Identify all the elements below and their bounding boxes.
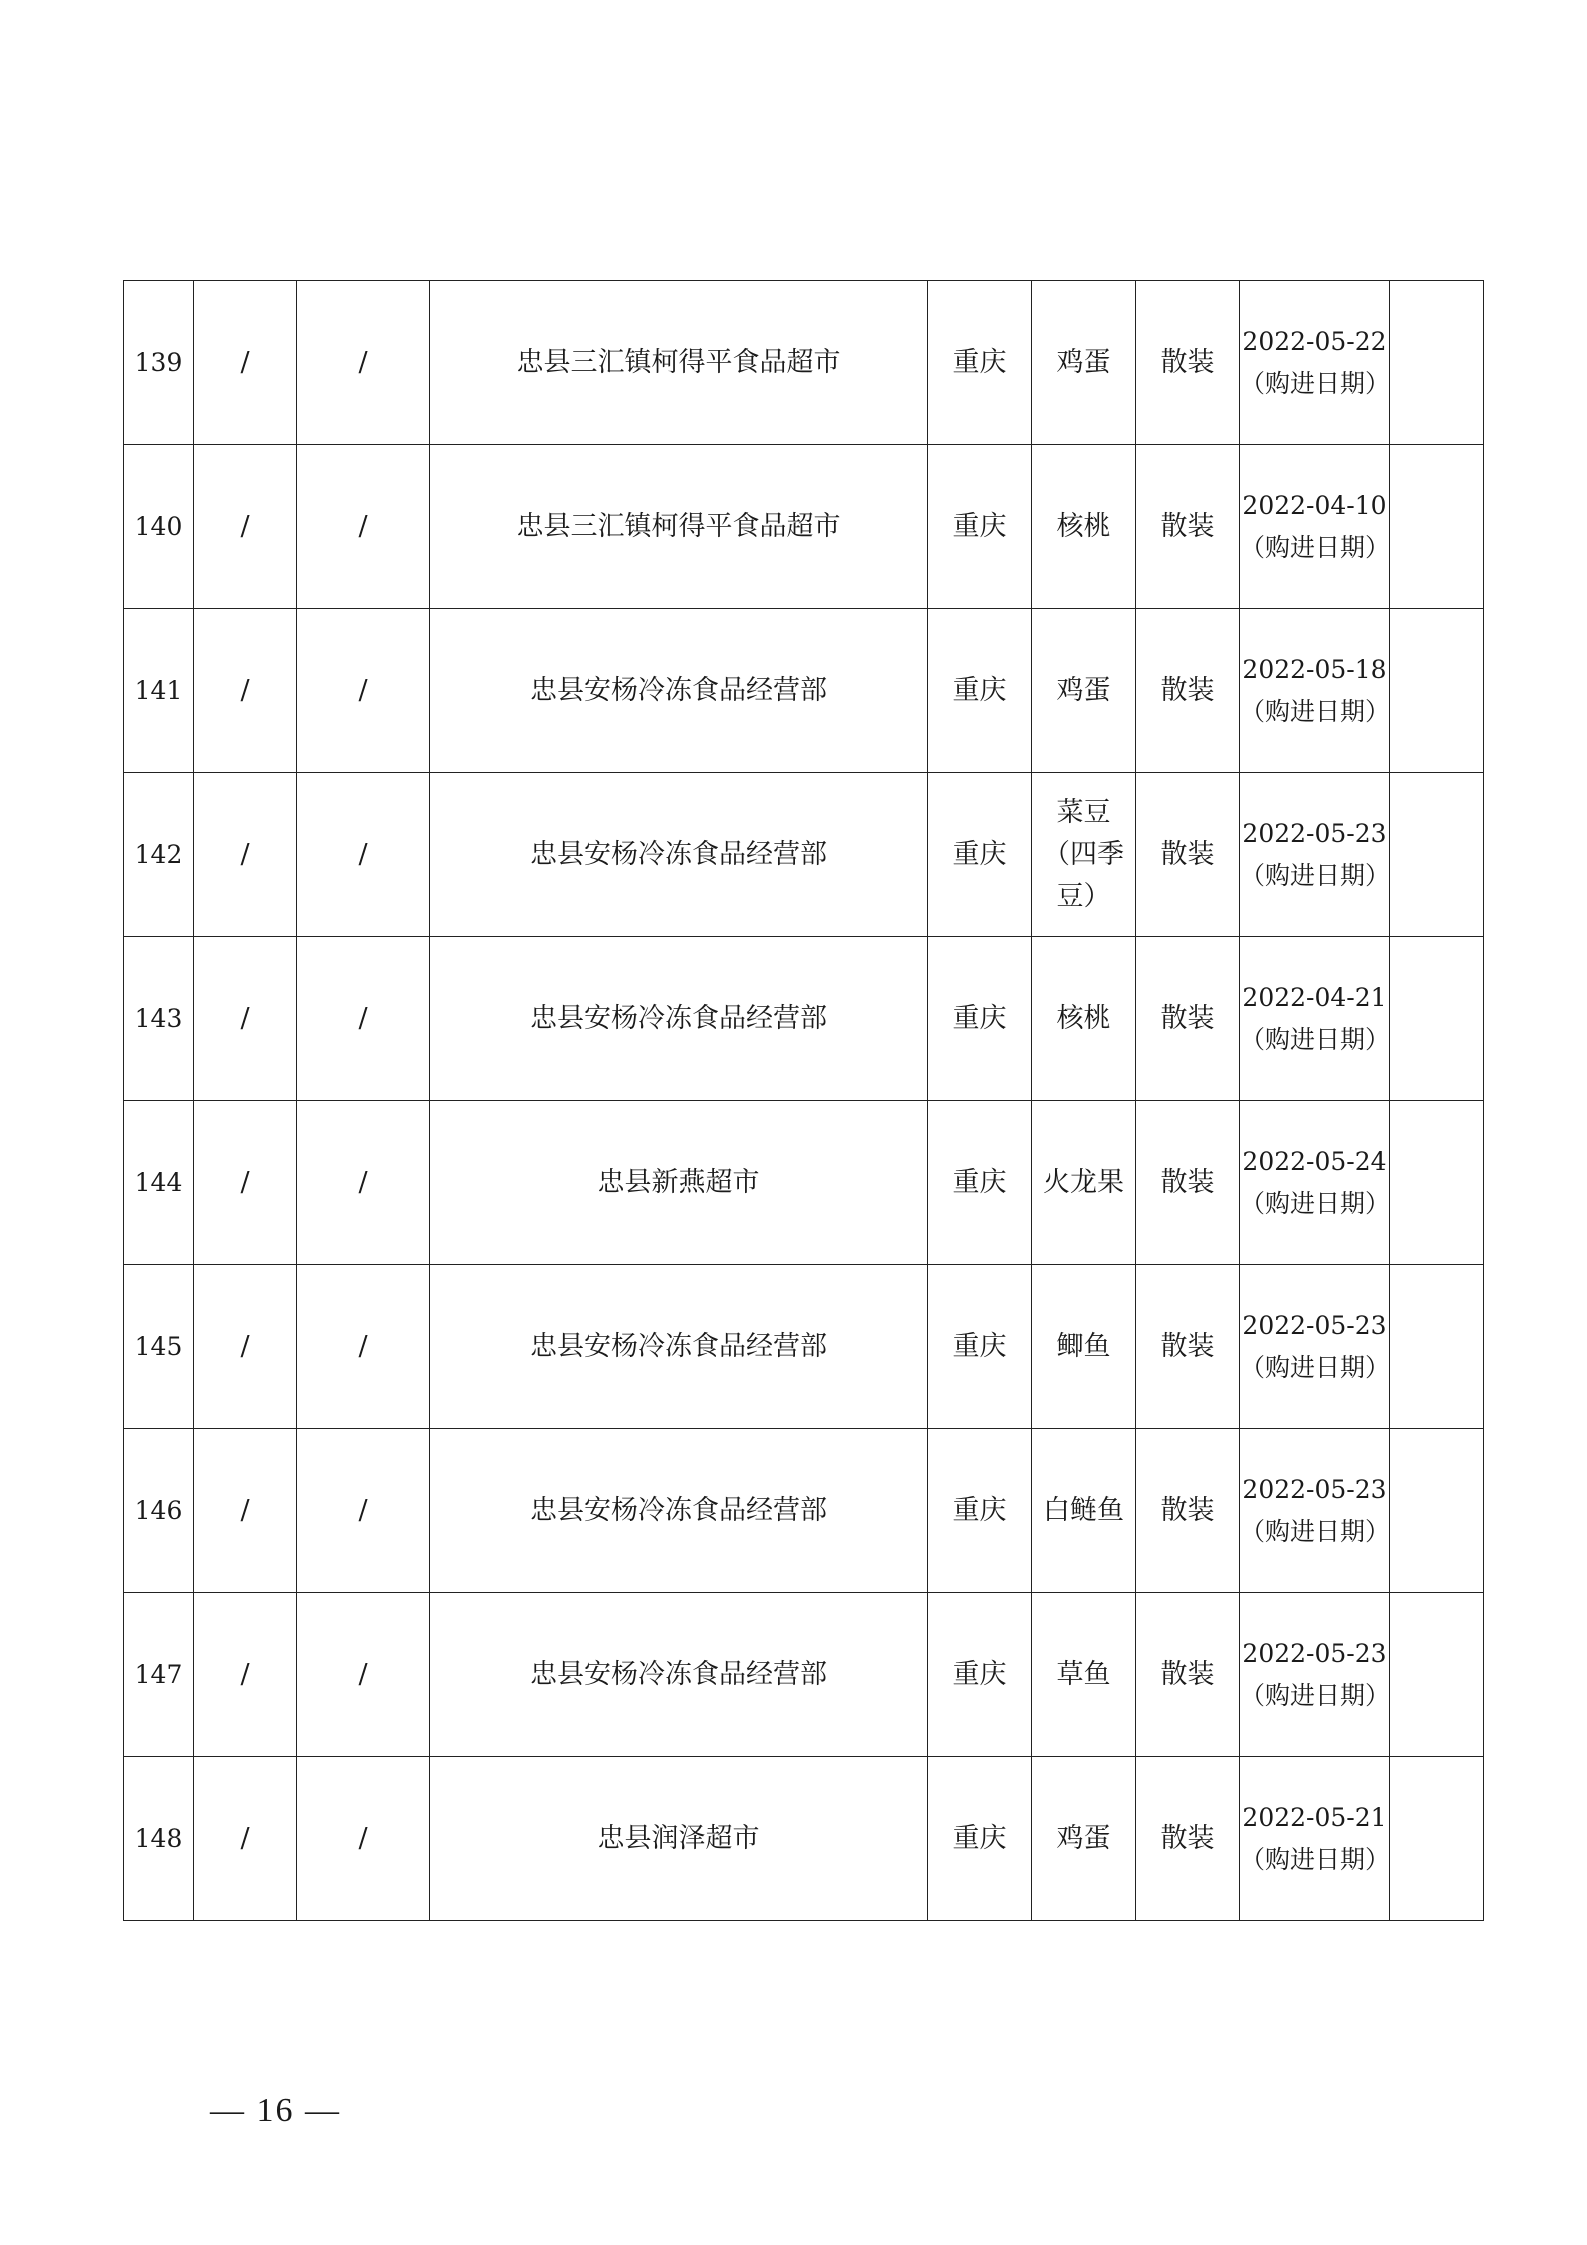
cell-column-2: / bbox=[194, 609, 297, 773]
sampling-table-container bbox=[123, 280, 1483, 1921]
cell-serial-number: 144 bbox=[124, 1101, 194, 1265]
cell-region: 重庆 bbox=[928, 937, 1032, 1101]
table-row bbox=[124, 1593, 1484, 1757]
cell-date: 2022-05-18（购进日期） bbox=[1240, 609, 1390, 773]
sampling-table bbox=[123, 280, 1484, 1921]
cell-store-name: 忠县安杨冷冻食品经营部 bbox=[430, 937, 928, 1101]
cell-packaging: 散装 bbox=[1136, 773, 1240, 937]
cell-store-name: 忠县安杨冷冻食品经营部 bbox=[430, 1593, 928, 1757]
cell-packaging: 散装 bbox=[1136, 609, 1240, 773]
cell-packaging: 散装 bbox=[1136, 1429, 1240, 1593]
table-row bbox=[124, 1101, 1484, 1265]
cell-packaging: 散装 bbox=[1136, 445, 1240, 609]
cell-product: 核桃 bbox=[1032, 937, 1136, 1101]
cell-column-2: / bbox=[194, 445, 297, 609]
cell-column-2: / bbox=[194, 1593, 297, 1757]
cell-remarks bbox=[1390, 1593, 1484, 1757]
cell-region: 重庆 bbox=[928, 1429, 1032, 1593]
cell-column-3: / bbox=[297, 1593, 430, 1757]
table-row bbox=[124, 281, 1484, 445]
cell-date: 2022-05-23（购进日期） bbox=[1240, 1265, 1390, 1429]
cell-column-2: / bbox=[194, 937, 297, 1101]
cell-remarks bbox=[1390, 773, 1484, 937]
cell-date: 2022-05-23（购进日期） bbox=[1240, 1593, 1390, 1757]
cell-date: 2022-05-23（购进日期） bbox=[1240, 773, 1390, 937]
cell-serial-number: 148 bbox=[124, 1757, 194, 1921]
cell-serial-number: 140 bbox=[124, 445, 194, 609]
cell-column-2: / bbox=[194, 1265, 297, 1429]
cell-serial-number: 142 bbox=[124, 773, 194, 937]
table-row bbox=[124, 609, 1484, 773]
cell-serial-number: 147 bbox=[124, 1593, 194, 1757]
cell-remarks bbox=[1390, 445, 1484, 609]
cell-packaging: 散装 bbox=[1136, 937, 1240, 1101]
cell-remarks bbox=[1390, 1101, 1484, 1265]
cell-remarks bbox=[1390, 281, 1484, 445]
cell-date: 2022-05-22（购进日期） bbox=[1240, 281, 1390, 445]
cell-remarks bbox=[1390, 1757, 1484, 1921]
cell-date: 2022-05-21（购进日期） bbox=[1240, 1757, 1390, 1921]
cell-product: 菜豆（四季豆） bbox=[1032, 773, 1136, 937]
cell-region: 重庆 bbox=[928, 1101, 1032, 1265]
table-body bbox=[124, 281, 1484, 1921]
cell-store-name: 忠县安杨冷冻食品经营部 bbox=[430, 773, 928, 937]
cell-serial-number: 143 bbox=[124, 937, 194, 1101]
cell-store-name: 忠县润泽超市 bbox=[430, 1757, 928, 1921]
cell-remarks bbox=[1390, 609, 1484, 773]
cell-column-3: / bbox=[297, 1429, 430, 1593]
cell-column-2: / bbox=[194, 1101, 297, 1265]
table-row bbox=[124, 445, 1484, 609]
cell-column-2: / bbox=[194, 1429, 297, 1593]
cell-region: 重庆 bbox=[928, 1265, 1032, 1429]
cell-column-3: / bbox=[297, 937, 430, 1101]
cell-column-3: / bbox=[297, 773, 430, 937]
cell-serial-number: 139 bbox=[124, 281, 194, 445]
cell-product: 火龙果 bbox=[1032, 1101, 1136, 1265]
cell-serial-number: 145 bbox=[124, 1265, 194, 1429]
cell-date: 2022-05-23（购进日期） bbox=[1240, 1429, 1390, 1593]
cell-region: 重庆 bbox=[928, 773, 1032, 937]
cell-remarks bbox=[1390, 1265, 1484, 1429]
cell-date: 2022-04-21（购进日期） bbox=[1240, 937, 1390, 1101]
cell-product: 鲫鱼 bbox=[1032, 1265, 1136, 1429]
cell-packaging: 散装 bbox=[1136, 281, 1240, 445]
cell-date: 2022-04-10（购进日期） bbox=[1240, 445, 1390, 609]
cell-packaging: 散装 bbox=[1136, 1101, 1240, 1265]
cell-store-name: 忠县安杨冷冻食品经营部 bbox=[430, 609, 928, 773]
cell-date: 2022-05-24（购进日期） bbox=[1240, 1101, 1390, 1265]
cell-store-name: 忠县安杨冷冻食品经营部 bbox=[430, 1265, 928, 1429]
cell-column-3: / bbox=[297, 1101, 430, 1265]
cell-store-name: 忠县三汇镇柯得平食品超市 bbox=[430, 281, 928, 445]
cell-product: 鸡蛋 bbox=[1032, 281, 1136, 445]
cell-column-3: / bbox=[297, 281, 430, 445]
cell-column-3: / bbox=[297, 1757, 430, 1921]
cell-packaging: 散装 bbox=[1136, 1265, 1240, 1429]
cell-region: 重庆 bbox=[928, 1757, 1032, 1921]
cell-store-name: 忠县新燕超市 bbox=[430, 1101, 928, 1265]
cell-region: 重庆 bbox=[928, 609, 1032, 773]
table-row bbox=[124, 1757, 1484, 1921]
cell-serial-number: 141 bbox=[124, 609, 194, 773]
cell-remarks bbox=[1390, 1429, 1484, 1593]
cell-column-3: / bbox=[297, 609, 430, 773]
cell-region: 重庆 bbox=[928, 281, 1032, 445]
table-row bbox=[124, 1429, 1484, 1593]
cell-product: 白鲢鱼 bbox=[1032, 1429, 1136, 1593]
cell-packaging: 散装 bbox=[1136, 1593, 1240, 1757]
cell-product: 鸡蛋 bbox=[1032, 609, 1136, 773]
table-row bbox=[124, 773, 1484, 937]
cell-packaging: 散装 bbox=[1136, 1757, 1240, 1921]
table-row bbox=[124, 937, 1484, 1101]
cell-product: 核桃 bbox=[1032, 445, 1136, 609]
cell-region: 重庆 bbox=[928, 445, 1032, 609]
cell-region: 重庆 bbox=[928, 1593, 1032, 1757]
cell-column-3: / bbox=[297, 445, 430, 609]
cell-column-2: / bbox=[194, 1757, 297, 1921]
cell-column-2: / bbox=[194, 773, 297, 937]
cell-remarks bbox=[1390, 937, 1484, 1101]
cell-product: 鸡蛋 bbox=[1032, 1757, 1136, 1921]
cell-serial-number: 146 bbox=[124, 1429, 194, 1593]
page-number: — 16 — bbox=[210, 2092, 341, 2129]
table-row bbox=[124, 1265, 1484, 1429]
cell-store-name: 忠县安杨冷冻食品经营部 bbox=[430, 1429, 928, 1593]
cell-product: 草鱼 bbox=[1032, 1593, 1136, 1757]
cell-store-name: 忠县三汇镇柯得平食品超市 bbox=[430, 445, 928, 609]
cell-column-3: / bbox=[297, 1265, 430, 1429]
cell-column-2: / bbox=[194, 281, 297, 445]
